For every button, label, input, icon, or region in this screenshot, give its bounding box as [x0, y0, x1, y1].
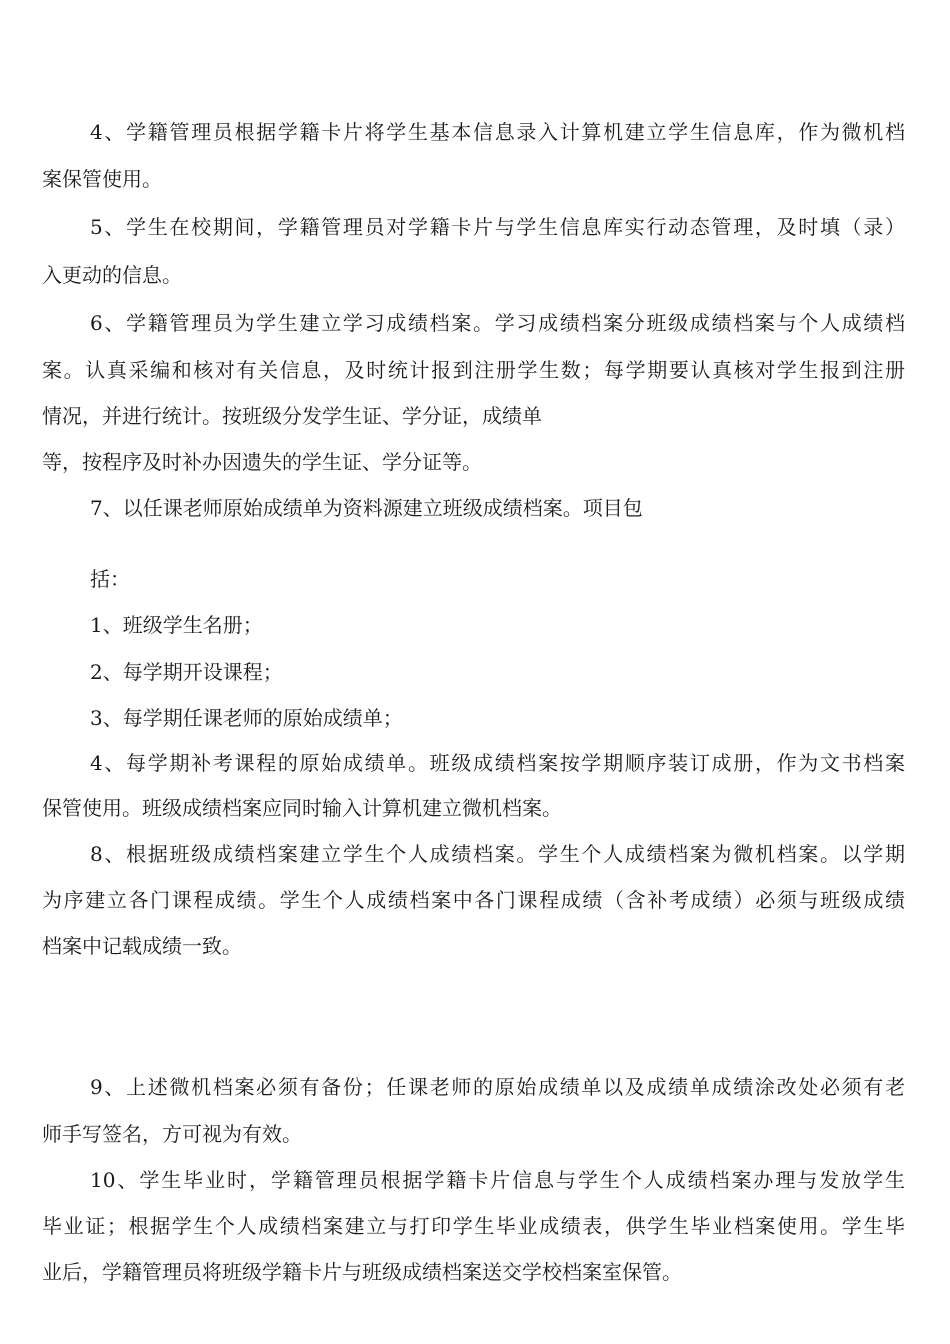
text-line: 4、学籍管理员根据学籍卡片将学生基本信息录入计算机建立学生信息库，作为微机档	[90, 120, 905, 144]
text-line: 5、学生在校期间，学籍管理员对学籍卡片与学生信息库实行动态管理，及时填（录）	[90, 215, 905, 239]
text-line: 7、以任课老师原始成绩单为资料源建立班级成绩档案。项目包	[90, 496, 643, 520]
text-line: 为序建立各门课程成绩。学生个人成绩档案中各门课程成绩（含补考成绩）必须与班级成绩	[42, 888, 905, 912]
text-line: 保管使用。班级成绩档案应同时输入计算机建立微机档案。	[42, 796, 562, 820]
text-line: 毕业证；根据学生个人成绩档案建立与打印学生毕业成绩表，供学生毕业档案使用。学生毕	[42, 1214, 905, 1238]
text-line: 业后，学籍管理员将班级学籍卡片与班级成绩档案送交学校档案室保管。	[42, 1260, 682, 1284]
text-line: 10、学生毕业时，学籍管理员根据学籍卡片信息与学生个人成绩档案办理与发放学生	[90, 1168, 905, 1192]
text-line: 1、班级学生名册；	[90, 613, 263, 637]
text-line: 8、根据班级成绩档案建立学生个人成绩档案。学生个人成绩档案为微机档案。以学期	[90, 842, 905, 866]
text-line: 师手写签名，方可视为有效。	[42, 1122, 302, 1146]
text-line: 等，按程序及时补办因遗失的学生证、学分证等。	[42, 450, 482, 474]
text-line: 括：	[90, 567, 130, 591]
text-line: 6、学籍管理员为学生建立学习成绩档案。学习成绩档案分班级成绩档案与个人成绩档	[90, 311, 905, 335]
text-line: 案保管使用。	[42, 167, 162, 191]
text-line: 入更动的信息。	[42, 263, 182, 287]
text-line: 档案中记载成绩一致。	[42, 934, 242, 958]
text-line: 3、每学期任课老师的原始成绩单；	[90, 706, 403, 730]
text-line: 9、上述微机档案必须有备份；任课老师的原始成绩单以及成绩单成绩涂改处必须有老	[90, 1075, 905, 1099]
text-line: 2、每学期开设课程；	[90, 660, 283, 684]
text-line: 案。认真采编和核对有关信息，及时统计报到注册学生数；每学期要认真核对学生报到注册	[42, 358, 905, 382]
text-line: 情况，并进行统计。按班级分发学生证、学分证，成绩单	[42, 404, 542, 428]
text-line: 4、每学期补考课程的原始成绩单。班级成绩档案按学期顺序装订成册，作为文书档案	[90, 751, 905, 775]
